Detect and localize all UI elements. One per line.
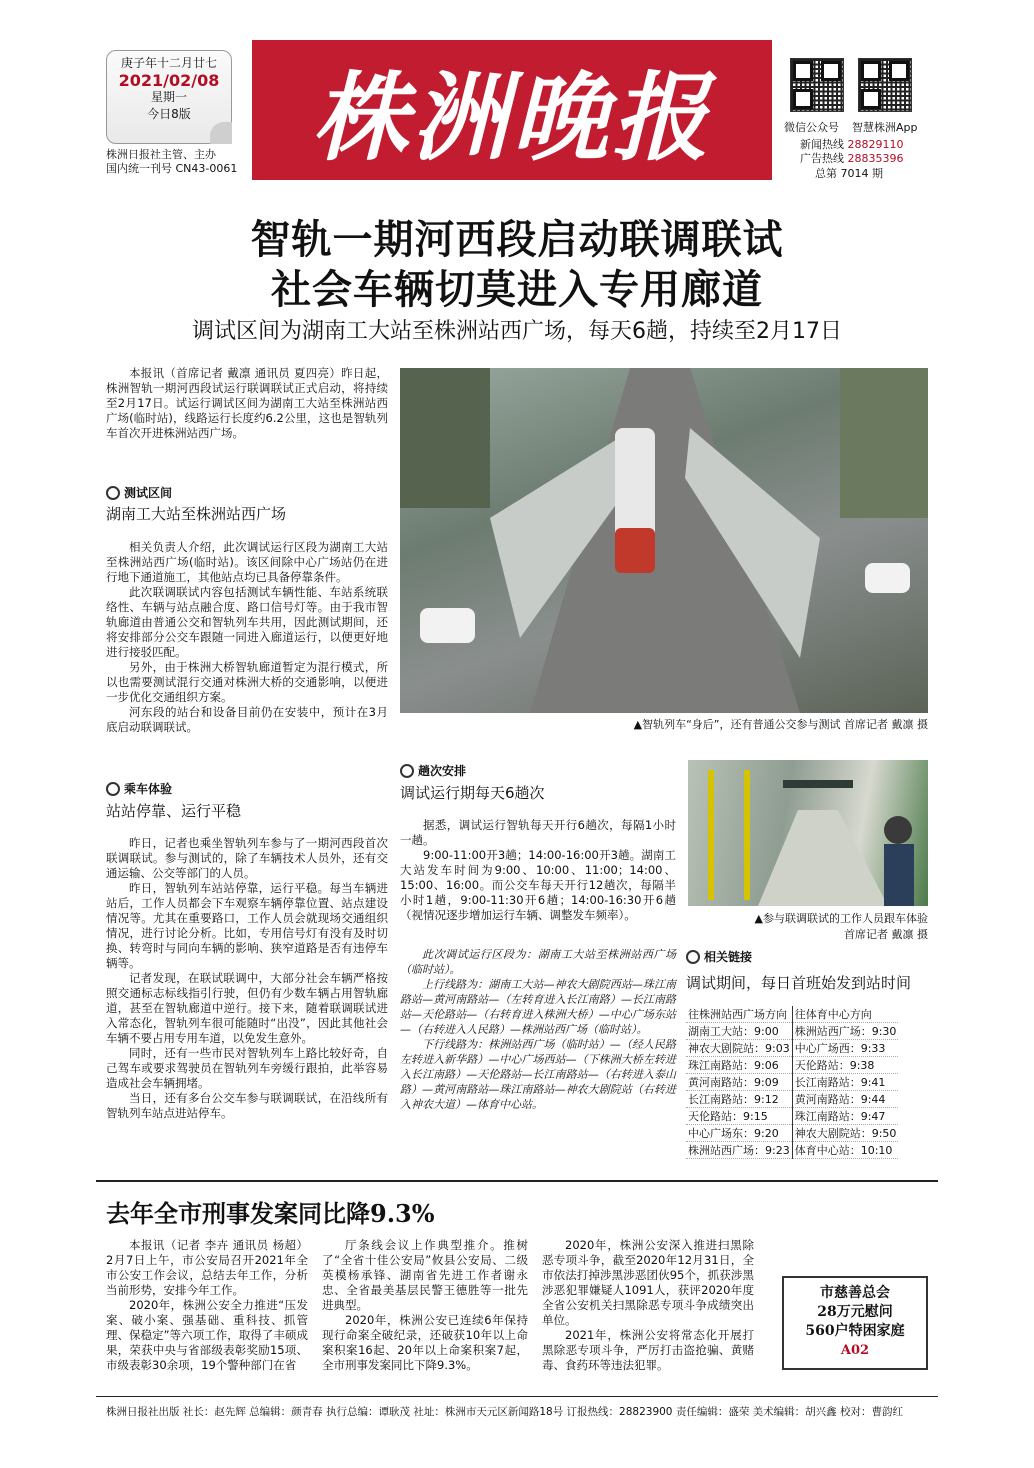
ad-hotline-label: 广告热线 (800, 152, 844, 165)
section-tag-label: 相关链接 (704, 950, 753, 964)
section-title-test-range: 湖南工大站至株洲站西广场 (106, 505, 287, 523)
newspaper-flag (252, 40, 772, 180)
lunar-date: 庚子年十二月廿七 (120, 56, 217, 70)
schedule-row (686, 1074, 898, 1091)
paragraph: 记者发现，在联试联调中，大部分社会车辆严格按照交通标志标线指引行驶，但仍有少数车辆占用智轨廊道，甚至在智轨廊道中逆行。接下来，随着联调联试进入常态化，智轨列车很可能随时“出没”，因此其他社会车辆不要占用专用车道，以免发生意外。 (106, 971, 388, 1045)
schedule-cell-sports: 中心广场西：9:33 (792, 1040, 898, 1057)
section-tag-label: 乘车体验 (124, 782, 173, 796)
schedule-cell-west: 长江南路站：9:12 (686, 1091, 792, 1108)
second-headline: 去年全市刑事发案同比降9.3% (106, 1199, 435, 1228)
paragraph: 本报讯（记者 李卉 通讯员 杨超）2月7日上午，市公安局召开2021年全市公安工作会议，总结去年工作，分析当前形势，安排今年工作。 (106, 1238, 308, 1297)
interior-photo-caption-2: 首席记者 戴凛 摄 (844, 928, 928, 941)
interior-photo-caption-1: ▲参与联调联试的工作人员跟车体验 (754, 912, 928, 925)
section-tag-related (686, 948, 752, 965)
paragraph: 2020年，株洲公安全力推进“压发案、破小案、强基础、重科技、抓管理、保稳定”等六项工作，取得了丰硕成果，荣获中央与省部级表彰奖励15项、市级表彰30余项，19个警种部门在省 (106, 1298, 308, 1372)
main-photo-caption: ▲智轨列车“身后”，还有普通公交参与测试 首席记者 戴凛 摄 (633, 718, 928, 731)
section-tag-test-range (106, 484, 172, 501)
schedule-cell-sports: 天伦路站：9:38 (792, 1057, 898, 1074)
weekday: 星期一 (150, 90, 187, 104)
schedule-cell-sports: 长江南路站：9:41 (792, 1074, 898, 1091)
circle-icon (400, 764, 414, 778)
teaser-line: 28万元慰问 (817, 1304, 893, 1320)
second-col-2 (322, 1238, 528, 1373)
paragraph: 另外，由于株洲大桥智轨廊道暂定为混行模式，所以也需要测试混行交通对株洲大桥的交通影响，以便进一步优化交通组织方案。 (106, 660, 388, 704)
paragraph: 据悉，调试运行智轨每天开行6趟次，每隔1小时一趟。 (400, 818, 676, 847)
ad-hotline (800, 151, 904, 166)
tram-station-illustration (400, 368, 928, 713)
schedule-cell-west: 珠江南路站：9:06 (686, 1057, 792, 1074)
section-tag-schedule (400, 762, 466, 779)
schedule-row (686, 1091, 898, 1108)
section-title-first-train: 调试期间，每日首班始发到站时间 (686, 974, 912, 992)
lead-intro (106, 366, 388, 441)
paragraph: 昨日，智轨列车站站停靠，运行平稳。每当车辆进站后，工作人员都会下车观察车辆停靠位置、站点建设情况等。尤其在重要路口，工作人员会就现场交通组织情况，进行讨论分析。比如，专用信号灯有没有及时切换、转弯时与同向车辆的影响、狭窄道路是否有违停车辆等。 (106, 881, 388, 970)
section-body-ride-experience (106, 836, 388, 1121)
registration-number: 国内统一刊号 CN43-0061 (106, 162, 238, 175)
schedule-header-left: 往株洲站西广场方向 (686, 1006, 792, 1023)
paragraph: 同时，还有一些市民对智轨列车上路比较好奇，自己驾车或要求驾驶员在智轨列车旁缓行跟拍，此举容易造成社会车辆拥堵。 (106, 1046, 388, 1090)
circle-icon (106, 782, 120, 796)
paragraph: 下行线路为：株洲站西广场（临时站）—（经人民路左转进入新华路）—中心广场西站—（下株洲大桥左转进入长江南路）—天伦路站—长江南路站—（右转进入泰山路）—黄河南路站—珠江南路站—神农大剧院站（右转进入神农大道）—体育中心站。 (400, 1038, 676, 1111)
schedule-cell-west: 湖南工大站：9:00 (686, 1023, 792, 1040)
news-hotline-number: 28829110 (847, 138, 904, 151)
app-qr-icon[interactable] (858, 58, 912, 112)
lead-headline-1: 智轨一期河西段启动联调联试 (250, 217, 784, 263)
section-body-schedule (400, 818, 676, 923)
charity-teaser-box[interactable] (782, 1276, 928, 1370)
schedule-header-row (686, 1006, 898, 1023)
paragraph: 2020年，株洲公安已连续6年保持现行命案全破纪录，还破获10年以上命案积案16起、20年以上命案积案7起，全市刑事发案同比下降9.3%。 (322, 1313, 528, 1372)
section-tag-label: 测试区间 (124, 486, 173, 500)
paragraph: 河东段的站台和设备目前仍在安装中，预计在3月底启动联调联试。 (106, 705, 388, 734)
schedule-cell-sports: 神农大剧院站：9:50 (792, 1125, 898, 1142)
paragraph: 2020年，株洲公安深入推进扫黑除恶专项斗争，截至2020年12月31日，全市依法打掉涉黑涉恶团伙95个，抓获涉黑涉恶犯罪嫌疑人1091人，获评2020年度全省公安机关扫黑除恶专项斗争成绩突出单位。 (542, 1238, 754, 1327)
paragraph: 当日，还有多台公交车参与联调联试，在沿线所有智轨列车站点进站停车。 (106, 1091, 388, 1120)
section-divider (96, 1180, 938, 1182)
page-curl-decoration (210, 122, 232, 144)
circle-icon (106, 486, 120, 500)
schedule-cell-sports: 珠江南路站：9:47 (792, 1108, 898, 1125)
schedule-row (686, 1125, 898, 1142)
schedule-row (686, 1142, 898, 1159)
qr2-label: 智慧株洲App (852, 121, 918, 134)
route-description (400, 947, 676, 1112)
teaser-line: 市慈善总会 (820, 1285, 890, 1301)
issue-date: 2021/02/08 (118, 71, 220, 90)
schedule-cell-sports: 体育中心站：10:10 (792, 1142, 898, 1159)
schedule-row (686, 1057, 898, 1074)
news-hotline-label: 新闻热线 (800, 138, 844, 151)
schedule-cell-west: 中心广场东：9:20 (686, 1125, 792, 1142)
circle-icon (686, 950, 700, 964)
interior-photo (688, 760, 928, 906)
schedule-row (686, 1108, 898, 1125)
wechat-qr-icon[interactable] (790, 58, 844, 112)
main-photo-trackless-tram (400, 368, 928, 713)
schedule-row (686, 1023, 898, 1040)
lead-headline-2: 社会车辆切莫进入专用廊道 (271, 267, 763, 313)
lead-intro-text: 本报讯（首席记者 戴凛 通讯员 夏四亮）昨日起，株洲智轨一期河西段试运行联调联试正式启动，将持续至2月17日。试运行调试区间为湖南工大站至株洲站西广场(临时站)，线路运行长度约6.2公里，这也是智轨列车首次开进株洲站西广场。 (106, 366, 388, 440)
section-tag-label: 趟次安排 (418, 764, 467, 778)
schedule-cell-west: 黄河南路站：9:09 (686, 1074, 792, 1091)
paragraph: 9:00-11:00开3趟；14:00-16:00开3趟。湖南工大站发车时间为9:00、10:00、11:00；14:00、15:00、16:00。而公交车每天开行12趟次，每隔半小时1趟，9:00-11:30开6趟；14:00-16:30开6趟（视情况逐步增加运行车辆、调整发车频率）。 (400, 848, 676, 922)
second-col-1 (106, 1238, 308, 1373)
tram-interior-illustration (688, 760, 928, 906)
footer-rule (96, 1396, 938, 1397)
schedule-cell-west: 株洲站西广场：9:23 (686, 1142, 792, 1159)
paragraph: 昨日，记者也乘坐智轨列车参与了一期河西段首次联调联试。参与测试的，除了车辆技术人员外，还有交通运输、公交等部门的人员。 (106, 836, 388, 880)
ad-hotline-number: 28835396 (847, 152, 904, 165)
footer-credits: 株洲日报社出版 社长：赵先辉 总编辑：颜青春 执行总编：谭耿茂 社址：株洲市天元区新闻路18号 订报热线：28823900 责任编辑：盛荣 美术编辑：胡兴鑫 校对：曹韵红 (106, 1406, 904, 1418)
schedule-header-right: 往体育中心方向 (792, 1006, 898, 1023)
lead-subhead: 调试区间为湖南工大站至株洲站西广场，每天6趟，持续至2月17日 (192, 319, 842, 344)
page-count: 今日8版 (147, 107, 191, 121)
paragraph: 此次联调联试内容包括测试车辆性能、车站系统联络性、车辆与站点融合度、路口信号灯等。由于我市智轨廊道由普通公交和智轨列车共用，因此测试期间，还将安排部分公交车跟随一同进入廊道运行，以便更好地进行接驳匹配。 (106, 585, 388, 659)
section-title-ride-experience: 站站停靠、运行平稳 (106, 802, 242, 820)
section-tag-ride-experience (106, 780, 172, 797)
schedule-cell-sports: 黄河南路站：9:44 (792, 1091, 898, 1108)
teaser-line: 560户特困家庭 (805, 1323, 905, 1339)
first-train-schedule (686, 1006, 928, 1159)
paragraph: 上行线路为：湖南工大站—神农大剧院西站—珠江南路站—黄河南路站—（左转育进入长江南路）—长江南路站—天伦路站—（右转育进入株洲大桥）—中心广场东站—（右转进入人民路）—株洲站西广场（临时站）。 (400, 978, 676, 1036)
schedule-cell-west: 天伦路站：9:15 (686, 1108, 792, 1125)
qr1-label: 微信公众号 (784, 121, 839, 134)
paragraph: 厅条线会议上作典型推介。推树了“全省十佳公安局”攸县公安局、二级英模杨承锋、湖南省先进工作者谢永忠、全省最美基层民警王德胜等一批先进典型。 (322, 1238, 528, 1312)
section-title-schedule: 调试运行期每天6趟次 (400, 784, 545, 802)
publisher-info (106, 148, 256, 176)
second-col-3 (542, 1238, 754, 1373)
schedule-table (686, 1006, 898, 1159)
newspaper-title: 株洲晚报 (312, 60, 712, 174)
schedule-row (686, 1040, 898, 1057)
paragraph: 相关负责人介绍，此次调试运行区段为湖南工大站至株洲站西广场(临时站)。该区间除中心广场站仍在进行地下通道施工，其他站点均已具备停靠条件。 (106, 540, 388, 584)
publisher-line: 株洲日报社主管、主办 (106, 148, 216, 161)
section-body-test-range (106, 540, 388, 735)
news-hotline (800, 137, 904, 152)
teaser-page-ref: A02 (840, 1343, 870, 1358)
issue-number: 总第 7014 期 (815, 167, 883, 180)
schedule-cell-west: 神农大剧院站：9:03 (686, 1040, 792, 1057)
paragraph: 此次调试运行区段为：湖南工大站至株洲站西广场（临时站）。 (400, 948, 676, 976)
paragraph: 2021年，株洲公安将常态化开展打黑除恶专项斗争，严厉打击盗抢骗、黄赌毒、食药环等违法犯罪。 (542, 1328, 754, 1372)
schedule-cell-sports: 株洲站西广场：9:30 (792, 1023, 898, 1040)
date-box (106, 50, 232, 144)
